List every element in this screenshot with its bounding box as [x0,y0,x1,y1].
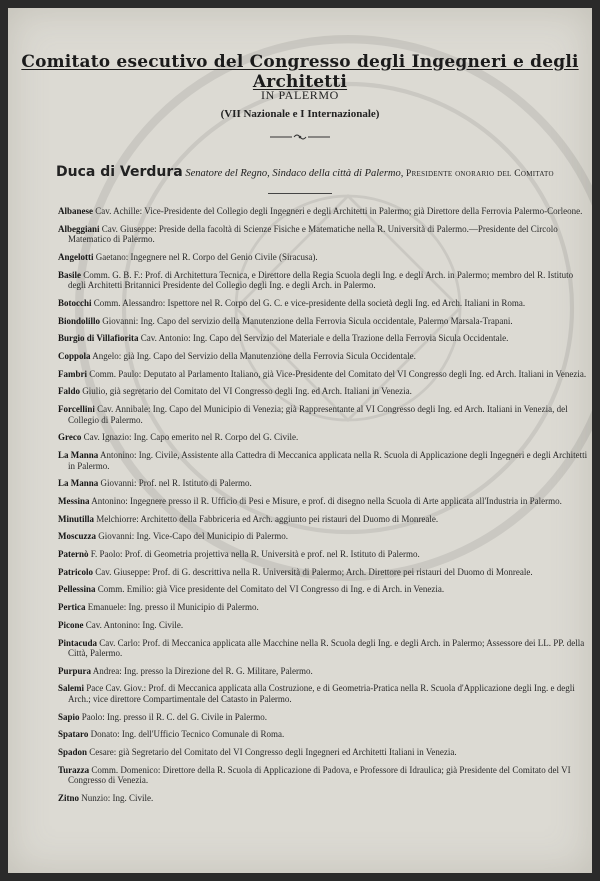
member-entry [58,386,588,397]
member-description: Gaetano: Ingegnere nel R. Corpo del Genio Civile (Siracusa). [95,251,318,262]
document-title: Comitato esecutivo del Congresso degli Ingegneri e degli Architetti [21,52,579,92]
member-entry [58,298,588,309]
member-description: Comm. Alessandro: Ispettore nel R. Corpo del G. C. e vice-presidente della società degli Ing. ed Arch. Italiani in Roma. [93,297,526,308]
member-name: Zitno [58,793,80,804]
member-entry [58,620,588,631]
member-entry [58,432,588,443]
member-name: Greco [58,432,82,443]
member-name: Minutilla [58,513,95,524]
document-subtitle: IN PALERMO [261,88,339,102]
member-entry [58,549,588,560]
ornament-divider [270,132,330,142]
member-entry [58,224,588,245]
member-description: Cav. Antonio: Ing. Capo del Servizio del Materiale e della Trazione della Ferrovia Sicula Occidentale. [140,333,509,344]
member-name: Patricolo [58,566,93,577]
member-entry [58,567,588,578]
member-description: Emanuele: Ing. presso il Municipio di Palermo. [87,602,259,613]
member-entry [58,683,588,704]
member-entry [58,351,588,362]
member-description: Antonino: Ing. Civile, Assistente alla Cattedra di Meccanica applicata nella R. Scuola di Applicazione degli Ingegneri e degli Architetti in Palermo. [68,450,588,471]
member-entry [58,747,588,758]
member-description: Giovanni: Ing. Vice-Capo del Municipio di Palermo. [98,531,289,542]
member-description: Cav. Carlo: Prof. di Meccanica applicata alle Macchine nella R. Scuola degli Ing. e degli Arch. in Palermo; Assessore dei LL. PP. della Città, Palermo. [68,637,585,659]
member-description: Cav. Annibale: Ing. Capo del Municipio di Venezia; già Rappresentante al VI Congresso degli Ing. ed Arch. Italiani in Venezia, del Collegio di Palermo. [68,404,568,425]
member-description: Cav. Antonino: Ing. Civile. [85,619,184,630]
member-entry [58,316,588,327]
member-name: Purpura [58,665,92,676]
member-entry [58,333,588,344]
member-description: Comm. Emilio: già Vice presidente del Comitato del VI Congresso di Ing. e di Arch. in Venezia. [97,584,445,595]
member-name: Botocchi [58,297,92,308]
member-name: Picone [58,619,84,630]
member-entry [58,531,588,542]
member-entry [58,270,588,291]
member-name: Spataro [58,729,89,740]
member-description: Cav. Giuseppe: Prof. di G. descrittiva nella R. Università di Palermo; Arch. Direttore pei ristauri del Duomo di Monreale. [95,566,533,577]
member-entry [58,793,588,804]
member-description: Comm. Paulo: Deputato al Parlamento Italiano, già Vice-Presidente del Comitato del VI Congresso degli Ing. ed Arch. Italiani in Venezia. [89,368,587,379]
member-name: Paternò [58,549,89,560]
member-description: Giulio, già segretario del Comitato del VI Congresso degli Ing. ed Arch. Italiani in Venezia. [82,386,412,397]
member-name: Pintacuda [58,637,98,648]
member-description: Cav. Achille: Vice-Presidente del Collegio degli Ingegneri e degli Architetti in Palermo; già Direttore della Ferrovia Palermo-Corleone. [95,206,583,216]
member-entry [58,369,588,380]
member-name: La Manna [58,478,99,489]
member-name: Pellessina [58,584,96,595]
member-name: Messina [58,496,90,506]
member-name: Burgio di Villafiorita [58,333,139,344]
member-entry [58,404,588,425]
edition-note: (VII Nazionale e I Internazionale) [220,108,380,120]
member-name: Albanese [58,206,94,216]
member-description: Antonino: Ingegnere presso il R. Ufficio di Pesi e Misure, e prof. di disegno nella Scuola di Arte applicata all'Industria in Palermo. [91,496,562,506]
member-name: Spadon [58,747,88,758]
member-name: Coppola [58,351,91,361]
honorary-text: Senatore del Regno, Sindaco della città di Palermo, [185,168,404,179]
member-name: Sapio [58,711,80,722]
document-content [8,8,592,873]
member-name: Pertica [58,602,86,613]
member-description: F. Paolo: Prof. di Geometria projettiva nella R. Università e prof. nel R. Istituto di Palermo. [90,549,420,560]
member-description: Cesare: già Segretario del Comitato del VI Congresso degli Ingegneri ed Architetti Italiani in Venezia. [89,747,457,758]
member-entry [58,206,588,217]
member-description: Melchiorre: Architetto della Fabbriceria ed Arch. aggiunto pei ristauri del Duomo di Monreale. [96,513,439,524]
member-entry [58,765,588,786]
member-description: Donato: Ing. dell'Ufficio Tecnico Comunale di Roma. [90,729,285,740]
member-entry [58,450,588,471]
honorary-president [56,164,576,180]
member-description: Paolo: Ing. presso il R. C. del G. Civile in Palermo. [81,711,268,722]
member-description: Giovanni: Ing. Capo del servizio della Manutenzione della Ferrovia Sicula occidentale, Palermo Marsala-Trapani. [102,315,513,326]
member-entry [58,729,588,740]
member-name: Fambri [58,368,87,379]
member-name: Angelotti [58,251,94,262]
member-description: Angelo: già Ing. Capo del Servizio della Manutenzione della Ferrovia Sicula Occidentale. [92,351,416,361]
member-name: Albeggiani [58,223,100,234]
member-description: Nunzio: Ing. Civile. [81,793,154,804]
member-entry [58,478,588,489]
honorary-name: Duca di Verdura [56,164,183,180]
honorary-role: Presidente onorario del Comitato [406,169,554,179]
member-name: Faldo [58,386,81,397]
member-entry [58,712,588,723]
member-list [58,206,588,811]
member-entry [58,496,588,507]
member-description: Comm. G. B. F.: Prof. di Architettura Tecnica, e Direttore della Regia Scuola degli Ing. e degli Arch. in Palermo; membro del R. Istituto degli Architetti Britannici Presidente del Collegio degli Ing. e degli Arch. in Palermo. [68,269,574,291]
member-entry [58,252,588,263]
member-description: Cav. Ignazio: Ing. Capo emerito nel R. Corpo del G. Civile. [83,432,299,443]
document-page [8,8,592,873]
member-description: Cav. Giuseppe: Preside della facoltà di Scienze Fisiche e Matematiche nella R. Università di Palermo.—Presidente del Circolo Matematico di Palermo. [68,223,558,245]
member-description: Comm. Domenico: Direttore della R. Scuola di Applicazione di Padova, e Professore di Idraulica; già Presidente del Comitato del VI Congresso di Venezia. [68,764,571,786]
member-description: Giovanni: Prof. nel R. Istituto di Palermo. [100,478,252,489]
member-name: La Manna [58,450,99,461]
member-description: Pace Cav. Giov.: Prof. di Meccanica applicata alla Costruzione, e di Geometria-Pratica nella R. Scuola d'Applicazione degli Ing. e degli Arch.; vice direttore Compartimentale del Catasto in Palermo. [68,683,575,705]
member-name: Basile [58,269,82,280]
member-entry [58,602,588,613]
member-name: Biondolillo [58,315,101,326]
member-name: Forcellini [58,404,95,415]
section-rule [268,193,332,194]
member-name: Turazza [58,764,90,775]
member-entry [58,584,588,595]
member-entry [58,666,588,677]
member-name: Salemi [58,683,84,694]
member-name: Moscuzza [58,531,96,542]
member-description: Andrea: Ing. presso la Direzione del R. G. Militare, Palermo. [92,665,313,676]
member-entry [58,514,588,525]
member-entry [58,638,588,659]
